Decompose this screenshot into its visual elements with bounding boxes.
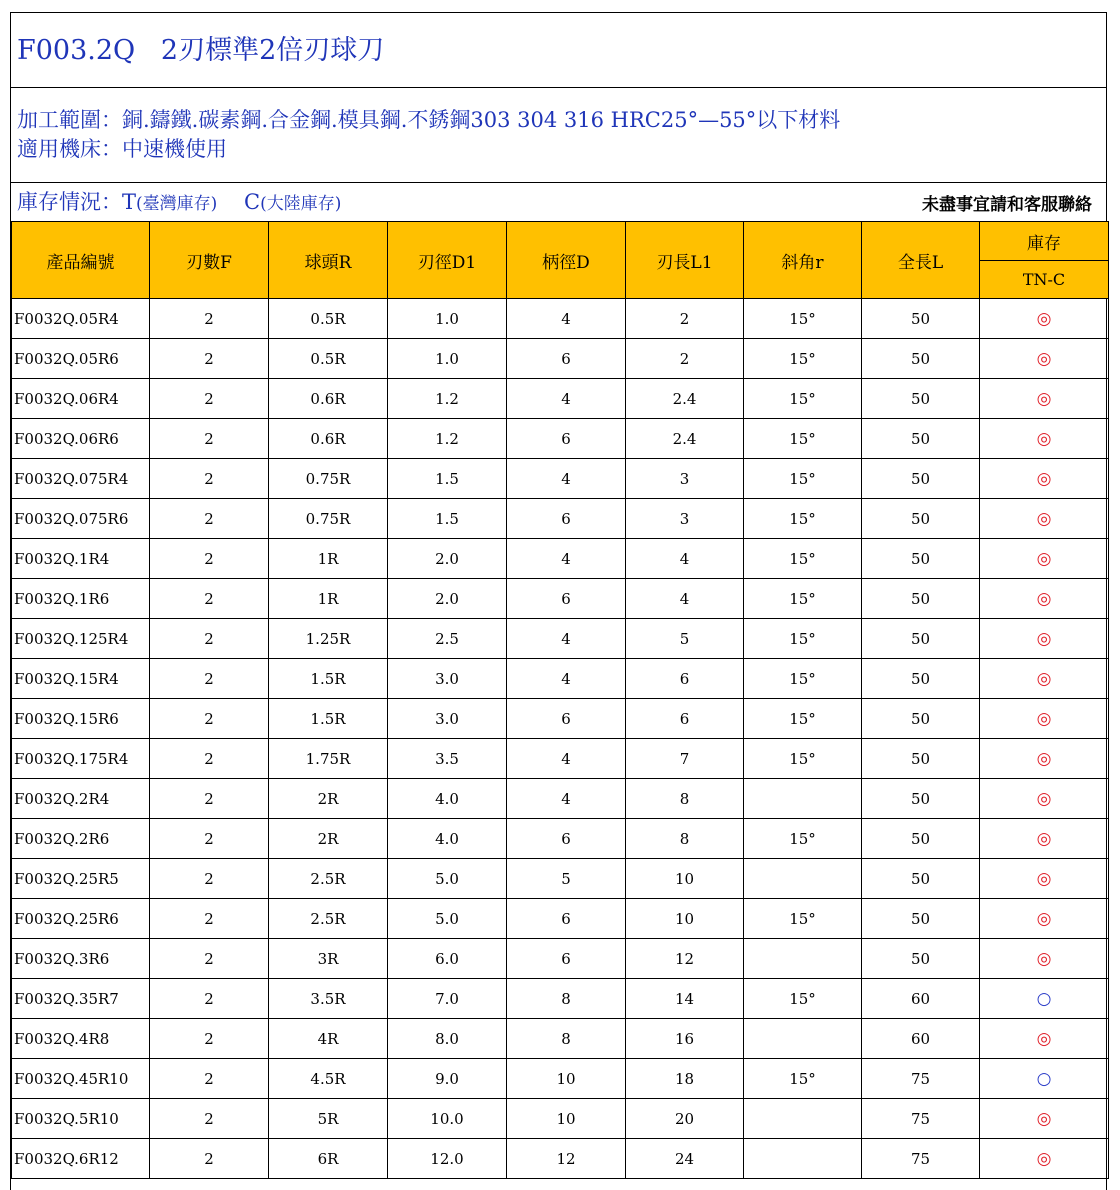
flutes: 2 [150,539,269,579]
product-code: F0032Q.05R4 [12,299,150,339]
header-shank: 柄徑D [507,222,626,299]
cutting-dia: 3.0 [388,659,507,699]
cutting-length: 8 [626,779,744,819]
product-code: F0032Q.45R10 [12,1059,150,1099]
cutting-length: 7 [626,739,744,779]
stock-mark: ◎ [980,899,1109,939]
overall-length: 50 [862,539,980,579]
table-row [12,899,1109,939]
overall-length: 50 [862,899,980,939]
overall-length: 50 [862,499,980,539]
ball-radius: 0.75R [269,499,388,539]
stock-c-note: (大陸庫存) [260,194,342,214]
overall-length: 50 [862,579,980,619]
cutting-dia: 3.5 [388,739,507,779]
machining-range: 加工範圍：銅.鑄鐵.碳素鋼.合金鋼.模具鋼.不銹鋼303 304 316 HRC25°—55°以下材料 [17,108,841,132]
overall-length: 50 [862,379,980,419]
cutting-length: 6 [626,659,744,699]
ball-radius: 4.5R [269,1059,388,1099]
flutes: 2 [150,459,269,499]
stock-mark: ◎ [980,859,1109,899]
cutting-dia: 4.0 [388,779,507,819]
product-code: F0032Q.15R6 [12,699,150,739]
shank-dia: 6 [507,899,626,939]
table-row [12,1139,1109,1179]
angle: 15° [744,619,862,659]
stock-mark: ◎ [980,579,1109,619]
info-section [11,88,1106,183]
product-code: F0032Q.06R4 [12,379,150,419]
flutes: 2 [150,579,269,619]
table-row [12,819,1109,859]
cutting-length: 12 [626,939,744,979]
shank-dia: 4 [507,299,626,339]
ball-radius: 4R [269,1019,388,1059]
angle: 15° [744,459,862,499]
product-code: F0032Q.175R4 [12,739,150,779]
cutting-dia: 1.0 [388,339,507,379]
angle [744,939,862,979]
shank-dia: 4 [507,779,626,819]
angle: 15° [744,1059,862,1099]
shank-dia: 6 [507,699,626,739]
table-row [12,579,1109,619]
cutting-dia: 2.5 [388,619,507,659]
ball-radius: 1.5R [269,699,388,739]
flutes: 2 [150,979,269,1019]
overall-length: 50 [862,859,980,899]
table-row [12,499,1109,539]
overall-length: 60 [862,979,980,1019]
shank-dia: 5 [507,859,626,899]
cutting-dia: 2.0 [388,579,507,619]
product-code: F0032Q.2R4 [12,779,150,819]
table-row [12,339,1109,379]
cutting-dia: 4.0 [388,819,507,859]
shank-dia: 10 [507,1059,626,1099]
header-stock: 庫存 [980,222,1109,261]
stock-mark: ○ [980,1059,1109,1099]
cutting-dia: 1.2 [388,379,507,419]
flutes: 2 [150,1019,269,1059]
cutting-dia: 5.0 [388,859,507,899]
shank-dia: 6 [507,339,626,379]
ball-radius: 1R [269,579,388,619]
overall-length: 50 [862,459,980,499]
cutting-length: 10 [626,859,744,899]
product-code: F0032Q.075R4 [12,459,150,499]
ball-radius: 2.5R [269,859,388,899]
shank-dia: 6 [507,579,626,619]
table-row [12,539,1109,579]
ball-radius: 5R [269,1099,388,1139]
angle [744,1019,862,1059]
header-length: 刃長L1 [626,222,744,299]
cutting-length: 10 [626,899,744,939]
flutes: 2 [150,499,269,539]
cutting-length: 24 [626,1139,744,1179]
shank-dia: 4 [507,539,626,579]
product-code: F0032Q.2R6 [12,819,150,859]
flutes: 2 [150,379,269,419]
overall-length: 50 [862,819,980,859]
shank-dia: 10 [507,1099,626,1139]
shank-dia: 6 [507,499,626,539]
ball-radius: 3.5R [269,979,388,1019]
cutting-dia: 7.0 [388,979,507,1019]
cutting-dia: 1.2 [388,419,507,459]
cutting-dia: 1.0 [388,299,507,339]
stock-mark: ◎ [980,1139,1109,1179]
ball-radius: 1.75R [269,739,388,779]
table-row [12,859,1109,899]
ball-radius: 0.5R [269,299,388,339]
header-code: 產品編號 [12,222,150,299]
angle [744,1139,862,1179]
flutes: 2 [150,699,269,739]
stock-t-note: (臺灣庫存) [136,194,218,214]
table-row [12,779,1109,819]
overall-length: 75 [862,1059,980,1099]
table-row [12,619,1109,659]
ball-radius: 2.5R [269,899,388,939]
stock-mark: ◎ [980,739,1109,779]
overall-length: 50 [862,699,980,739]
spec-sheet [10,12,1107,1190]
table-row [12,659,1109,699]
overall-length: 75 [862,1099,980,1139]
angle: 15° [744,699,862,739]
angle [744,1099,862,1139]
cutting-length: 6 [626,699,744,739]
product-code: F0032Q.35R7 [12,979,150,1019]
overall-length: 50 [862,939,980,979]
shank-dia: 4 [507,659,626,699]
flutes: 2 [150,1099,269,1139]
cutting-dia: 9.0 [388,1059,507,1099]
shank-dia: 6 [507,819,626,859]
stock-mark: ◎ [980,339,1109,379]
cutting-dia: 10.0 [388,1099,507,1139]
flutes: 2 [150,779,269,819]
angle: 15° [744,579,862,619]
stock-mark: ◎ [980,619,1109,659]
stock-mark: ◎ [980,299,1109,339]
shank-dia: 4 [507,379,626,419]
flutes: 2 [150,899,269,939]
shank-dia: 6 [507,939,626,979]
table-row [12,1019,1109,1059]
cutting-length: 2 [626,299,744,339]
cutting-dia: 5.0 [388,899,507,939]
stock-mark: ◎ [980,419,1109,459]
stock-t: T [122,190,137,214]
stock-mark: ◎ [980,499,1109,539]
flutes: 2 [150,659,269,699]
ball-radius: 2R [269,819,388,859]
cutting-length: 3 [626,499,744,539]
product-code: F0032Q.25R5 [12,859,150,899]
product-code: F0032Q.25R6 [12,899,150,939]
cutting-length: 4 [626,539,744,579]
cutting-dia: 1.5 [388,499,507,539]
table-row [12,939,1109,979]
flutes: 2 [150,739,269,779]
cutting-length: 20 [626,1099,744,1139]
cutting-length: 8 [626,819,744,859]
product-code: F0032Q.3R6 [12,939,150,979]
header-stock-sub: TN-C [980,261,1109,299]
shank-dia: 4 [507,459,626,499]
overall-length: 75 [862,1139,980,1179]
flutes: 2 [150,819,269,859]
stock-mark: ◎ [980,659,1109,699]
angle: 15° [744,979,862,1019]
table-row [12,459,1109,499]
angle: 15° [744,499,862,539]
overall-length: 60 [862,1019,980,1059]
stock-mark: ○ [980,979,1109,1019]
ball-radius: 0.6R [269,419,388,459]
cutting-length: 4 [626,579,744,619]
stock-mark: ◎ [980,379,1109,419]
stock-c: C [243,190,261,214]
flutes: 2 [150,619,269,659]
stock-legend [11,183,1106,221]
cutting-length: 2 [626,339,744,379]
cutting-length: 5 [626,619,744,659]
cutting-dia: 1.5 [388,459,507,499]
overall-length: 50 [862,419,980,459]
cutting-length: 16 [626,1019,744,1059]
flutes: 2 [150,299,269,339]
contact-note: 未盡事宜請和客服聯絡 [922,195,1092,215]
angle [744,779,862,819]
flutes: 2 [150,1059,269,1099]
ball-radius: 6R [269,1139,388,1179]
angle: 15° [744,659,862,699]
stock-mark: ◎ [980,1099,1109,1139]
angle: 15° [744,899,862,939]
product-code: F0032Q.06R6 [12,419,150,459]
header-dia: 刃徑D1 [388,222,507,299]
cutting-length: 2.4 [626,419,744,459]
cutting-dia: 12.0 [388,1139,507,1179]
angle: 15° [744,739,862,779]
ball-radius: 2R [269,779,388,819]
overall-length: 50 [862,339,980,379]
angle: 15° [744,299,862,339]
cutting-length: 18 [626,1059,744,1099]
stock-mark: ◎ [980,699,1109,739]
page-title: F003.2Q 2刃標準2倍刃球刀 [11,13,1106,88]
angle: 15° [744,819,862,859]
product-table [11,221,1109,1179]
ball-radius: 0.5R [269,339,388,379]
stock-label: 庫存情況： [17,190,122,214]
overall-length: 50 [862,739,980,779]
stock-status [17,186,341,216]
product-code: F0032Q.1R4 [12,539,150,579]
product-code: F0032Q.125R4 [12,619,150,659]
shank-dia: 8 [507,1019,626,1059]
table-row [12,299,1109,339]
shank-dia: 4 [507,619,626,659]
cutting-dia: 3.0 [388,699,507,739]
cutting-dia: 6.0 [388,939,507,979]
header-overall: 全長L [862,222,980,299]
shank-dia: 6 [507,419,626,459]
shank-dia: 4 [507,739,626,779]
product-code: F0032Q.5R10 [12,1099,150,1139]
flutes: 2 [150,339,269,379]
header-angle: 斜角r [744,222,862,299]
ball-radius: 3R [269,939,388,979]
stock-mark: ◎ [980,539,1109,579]
header-flutes: 刃數F [150,222,269,299]
ball-radius: 0.6R [269,379,388,419]
overall-length: 50 [862,299,980,339]
ball-radius: 1.25R [269,619,388,659]
product-code: F0032Q.15R4 [12,659,150,699]
flutes: 2 [150,939,269,979]
cutting-dia: 8.0 [388,1019,507,1059]
flutes: 2 [150,1139,269,1179]
cutting-dia: 2.0 [388,539,507,579]
product-code: F0032Q.05R6 [12,339,150,379]
ball-radius: 1.5R [269,659,388,699]
header-radius: 球頭R [269,222,388,299]
cutting-length: 14 [626,979,744,1019]
table-row [12,739,1109,779]
stock-mark: ◎ [980,459,1109,499]
table-row [12,419,1109,459]
stock-mark: ◎ [980,819,1109,859]
table-row [12,699,1109,739]
product-code: F0032Q.6R12 [12,1139,150,1179]
overall-length: 50 [862,619,980,659]
stock-mark: ◎ [980,779,1109,819]
product-code: F0032Q.4R8 [12,1019,150,1059]
shank-dia: 8 [507,979,626,1019]
ball-radius: 1R [269,539,388,579]
product-code: F0032Q.1R6 [12,579,150,619]
table-row [12,1099,1109,1139]
angle: 15° [744,419,862,459]
product-code: F0032Q.075R6 [12,499,150,539]
table-row [12,979,1109,1019]
stock-mark: ◎ [980,939,1109,979]
angle [744,859,862,899]
table-row [12,1059,1109,1099]
overall-length: 50 [862,779,980,819]
overall-length: 50 [862,659,980,699]
table-row [12,379,1109,419]
flutes: 2 [150,859,269,899]
cutting-length: 2.4 [626,379,744,419]
cutting-length: 3 [626,459,744,499]
ball-radius: 0.75R [269,459,388,499]
stock-mark: ◎ [980,1019,1109,1059]
angle: 15° [744,539,862,579]
angle: 15° [744,339,862,379]
applicable-machine: 適用機床：中速機使用 [17,137,227,161]
shank-dia: 12 [507,1139,626,1179]
angle: 15° [744,379,862,419]
flutes: 2 [150,419,269,459]
